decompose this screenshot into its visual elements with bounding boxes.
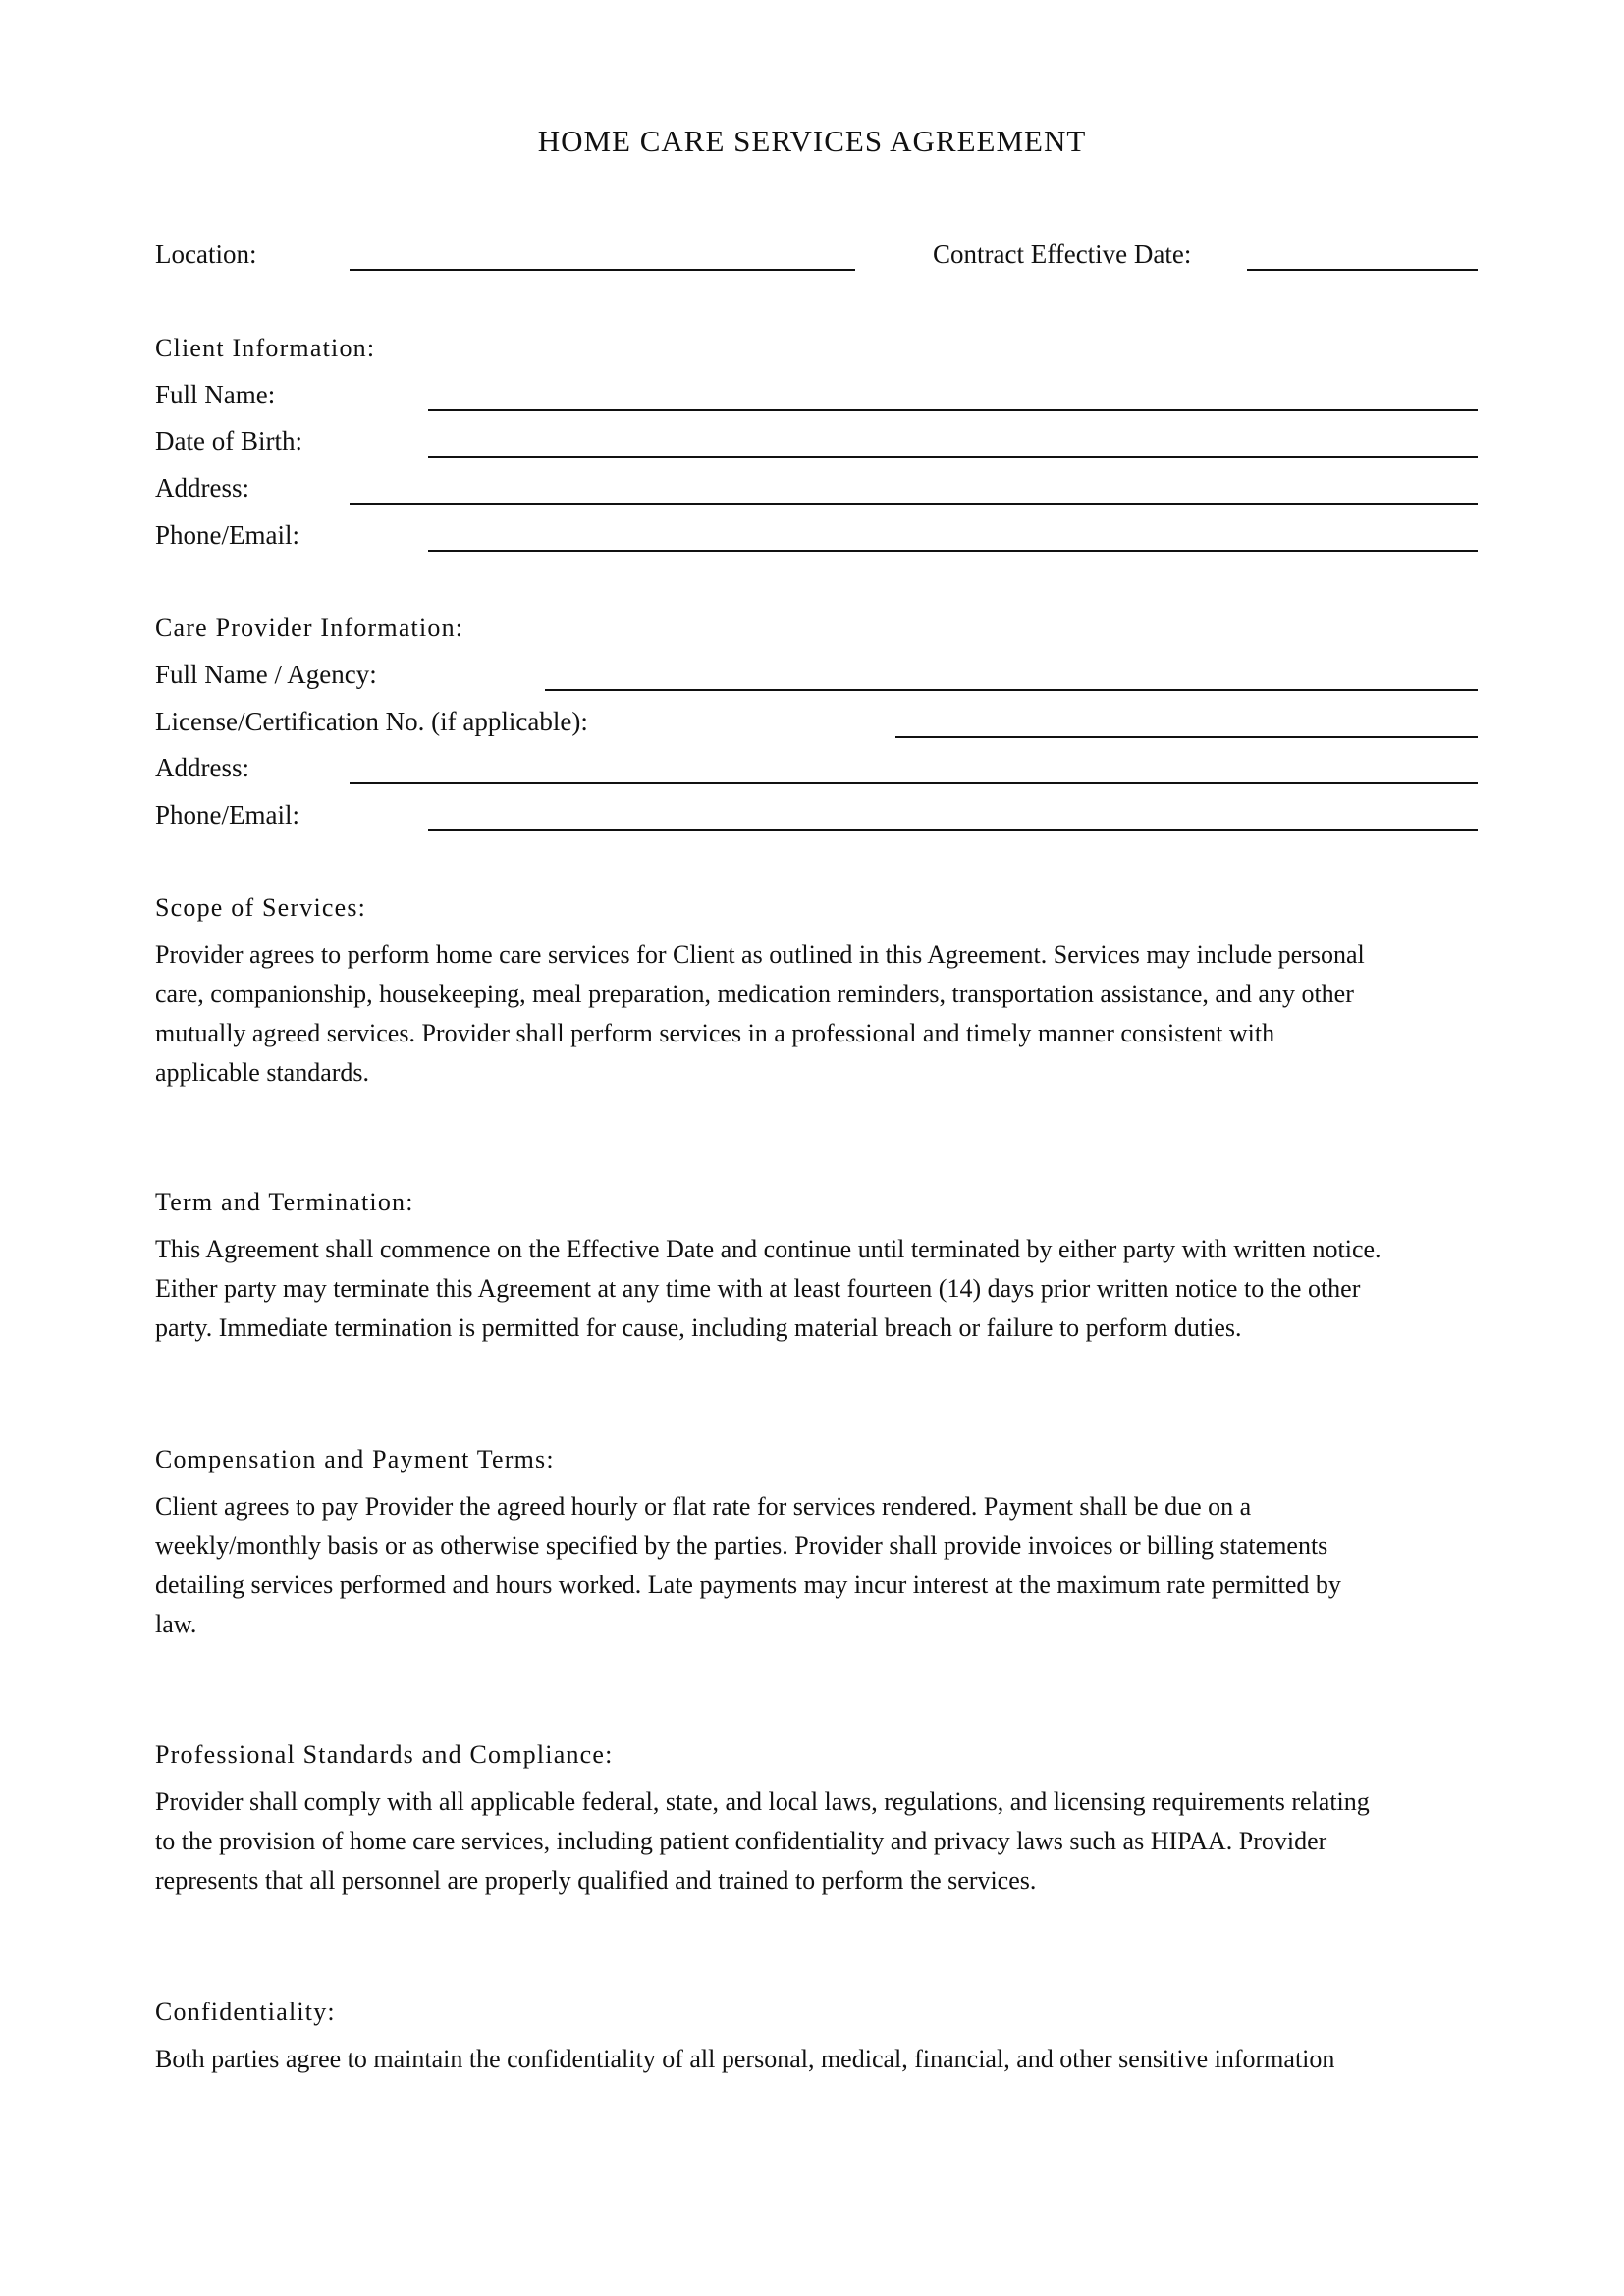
effective-date-field-line[interactable] <box>1247 269 1478 271</box>
provider-phone-email-label: Phone/Email: <box>155 800 299 829</box>
paragraph-line: Either party may terminate this Agreement at any time with at least fourteen (14) days prior written notice to the other <box>155 1274 1361 1303</box>
paragraph-line: represents that all personnel are properly qualified and trained to perform the services. <box>155 1866 1037 1895</box>
paragraph-line: This Agreement shall commence on the Effective Date and continue until terminated by either party with written notice. <box>155 1235 1381 1263</box>
paragraph-line: Provider shall comply with all applicable federal, state, and local laws, regulations, and licensing requirements relating <box>155 1788 1370 1816</box>
client-address-label: Address: <box>155 473 249 503</box>
client-phone-email-line[interactable] <box>428 550 1478 552</box>
paragraph-line: Client agrees to pay Provider the agreed hourly or flat rate for services rendered. Payment shall be due on a <box>155 1492 1252 1521</box>
section-body-compensation <box>155 1487 1510 1644</box>
section-body-standards <box>155 1783 1510 1900</box>
section-heading-scope: Scope of Services: <box>155 893 367 922</box>
section-body-term <box>155 1230 1510 1348</box>
provider-address-line[interactable] <box>350 782 1478 784</box>
paragraph-line: to the provision of home care services, including patient confidentiality and privacy laws such as HIPAA. Provider <box>155 1827 1327 1855</box>
paragraph-line: care, companionship, housekeeping, meal preparation, medication reminders, transportation assistance, and any other <box>155 980 1354 1008</box>
paragraph-line: Both parties agree to maintain the confidentiality of all personal, medical, financial, and other sensitive information <box>155 2045 1335 2073</box>
effective-date-label: Contract Effective Date: <box>933 240 1192 269</box>
paragraph-line: Provider agrees to perform home care services for Client as outlined in this Agreement. Services may include personal <box>155 940 1365 969</box>
provider-information-heading: Care Provider Information: <box>155 614 464 642</box>
paragraph-line: applicable standards. <box>155 1058 370 1087</box>
location-label: Location: <box>155 240 257 269</box>
provider-name-agency-line[interactable] <box>545 689 1478 691</box>
client-phone-email-label: Phone/Email: <box>155 520 299 550</box>
paragraph-line: party. Immediate termination is permitted for cause, including material breach or failure to perform duties. <box>155 1313 1242 1342</box>
section-body-scope <box>155 935 1510 1093</box>
section-heading-compensation: Compensation and Payment Terms: <box>155 1445 555 1473</box>
provider-address-label: Address: <box>155 753 249 782</box>
client-full-name-label: Full Name: <box>155 380 276 409</box>
paragraph-line: mutually agreed services. Provider shall perform services in a professional and timely manner consistent with <box>155 1019 1275 1047</box>
client-dob-line[interactable] <box>428 456 1478 458</box>
provider-phone-email-line[interactable] <box>428 829 1478 831</box>
client-dob-label: Date of Birth: <box>155 426 302 455</box>
paragraph-line: weekly/monthly basis or as otherwise specified by the parties. Provider shall provide invoices or billing statements <box>155 1531 1328 1560</box>
section-heading-term: Term and Termination: <box>155 1188 414 1216</box>
section-body-confidentiality <box>155 2040 1510 2079</box>
paragraph-line: law. <box>155 1610 197 1638</box>
provider-license-label: License/Certification No. (if applicable): <box>155 707 588 736</box>
document-title: HOME CARE SERVICES AGREEMENT <box>537 124 1087 158</box>
location-field-line[interactable] <box>350 269 855 271</box>
paragraph-line: detailing services performed and hours worked. Late payments may incur interest at the maximum rate permitted by <box>155 1571 1341 1599</box>
section-heading-confidentiality: Confidentiality: <box>155 1998 336 2026</box>
client-information-heading: Client Information: <box>155 334 376 362</box>
client-address-line[interactable] <box>350 503 1478 505</box>
section-heading-standards: Professional Standards and Compliance: <box>155 1740 614 1769</box>
client-full-name-line[interactable] <box>428 409 1478 411</box>
provider-license-line[interactable] <box>895 736 1478 738</box>
provider-name-agency-label: Full Name / Agency: <box>155 660 377 689</box>
